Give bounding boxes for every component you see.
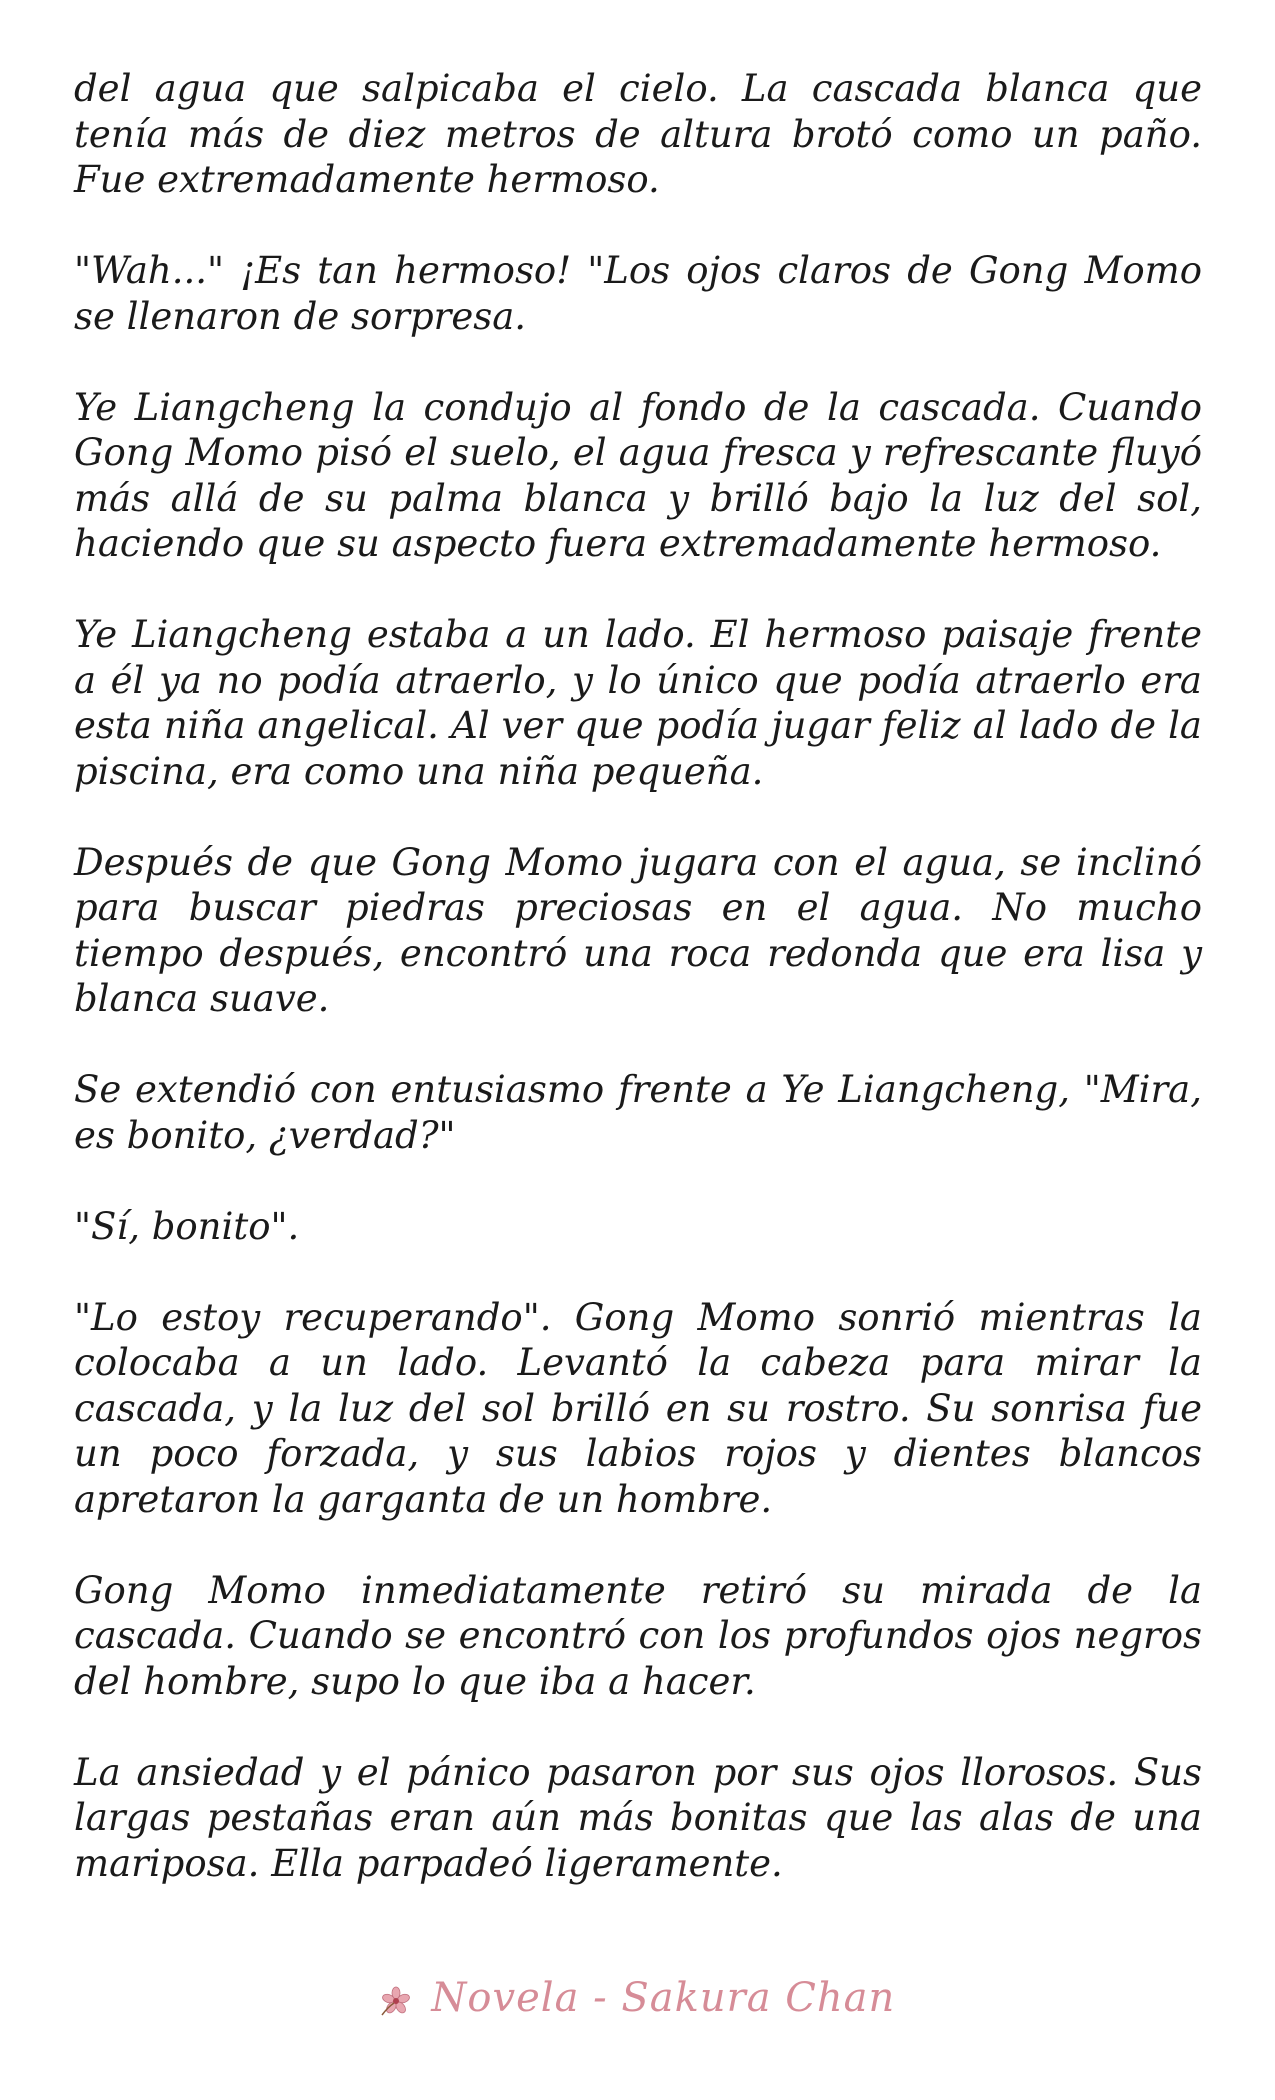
footer-text: Novela - Sakura Chan: [431, 1975, 896, 2021]
paragraph-6: Se extendió con entusiasmo frente a Ye Liangcheng, "Mira, es bonito, ¿verdad?": [74, 1068, 1202, 1157]
footer-watermark: [0, 1975, 1275, 2021]
paragraph-10: La ansiedad y el pánico pasaron por sus ojos llorosos. Sus largas pestañas eran aún más bonitas que las alas de una mariposa. Ella parpadeó ligeramente.: [74, 1750, 1202, 1885]
paragraph-7: "Sí, bonito".: [74, 1204, 300, 1248]
paragraph-2: "Wah..." ¡Es tan hermoso! "Los ojos claros de Gong Momo se llenaron de sorpresa.: [74, 249, 1202, 338]
paragraph-5: Después de que Gong Momo jugara con el agua, se inclinó para buscar piedras preciosas en el agua. No mucho tiempo después, encontró una roca redonda que era lisa y blanca suave.: [74, 840, 1202, 1020]
paragraph-4: Ye Liangcheng estaba a un lado. El hermoso paisaje frente a él ya no podía atraerlo, y lo único que podía atraerlo era esta niña angelical. Al ver que podía jugar feliz al lado de la piscina, era como una niña pequeña.: [74, 613, 1202, 793]
document-body: [74, 66, 1202, 1932]
paragraph-3: Ye Liangcheng la condujo al fondo de la cascada. Cuando Gong Momo pisó el suelo, el agua fresca y refrescante fluyó más allá de su palma blanca y brilló bajo la luz del sol, haciendo que su aspecto fuera extremadamente hermoso.: [74, 385, 1202, 565]
paragraph-9: Gong Momo inmediatamente retiró su mirada de la cascada. Cuando se encontró con los profundos ojos negros del hombre, supo lo que iba a hacer.: [74, 1568, 1202, 1703]
paragraph-1: del agua que salpicaba el cielo. La cascada blanca que tenía más de diez metros de altura brotó como un paño. Fue extremadamente hermoso.: [74, 67, 1202, 201]
sakura-flower-icon: [380, 1981, 412, 2013]
paragraph-8: "Lo estoy recuperando". Gong Momo sonrió mientras la colocaba a un lado. Levantó la cabeza para mirar la cascada, y la luz del sol brilló en su rostro. Su sonrisa fue un poco forzada, y sus labios rojos y dientes blancos apretaron la garganta de un hombre.: [74, 1295, 1202, 1521]
